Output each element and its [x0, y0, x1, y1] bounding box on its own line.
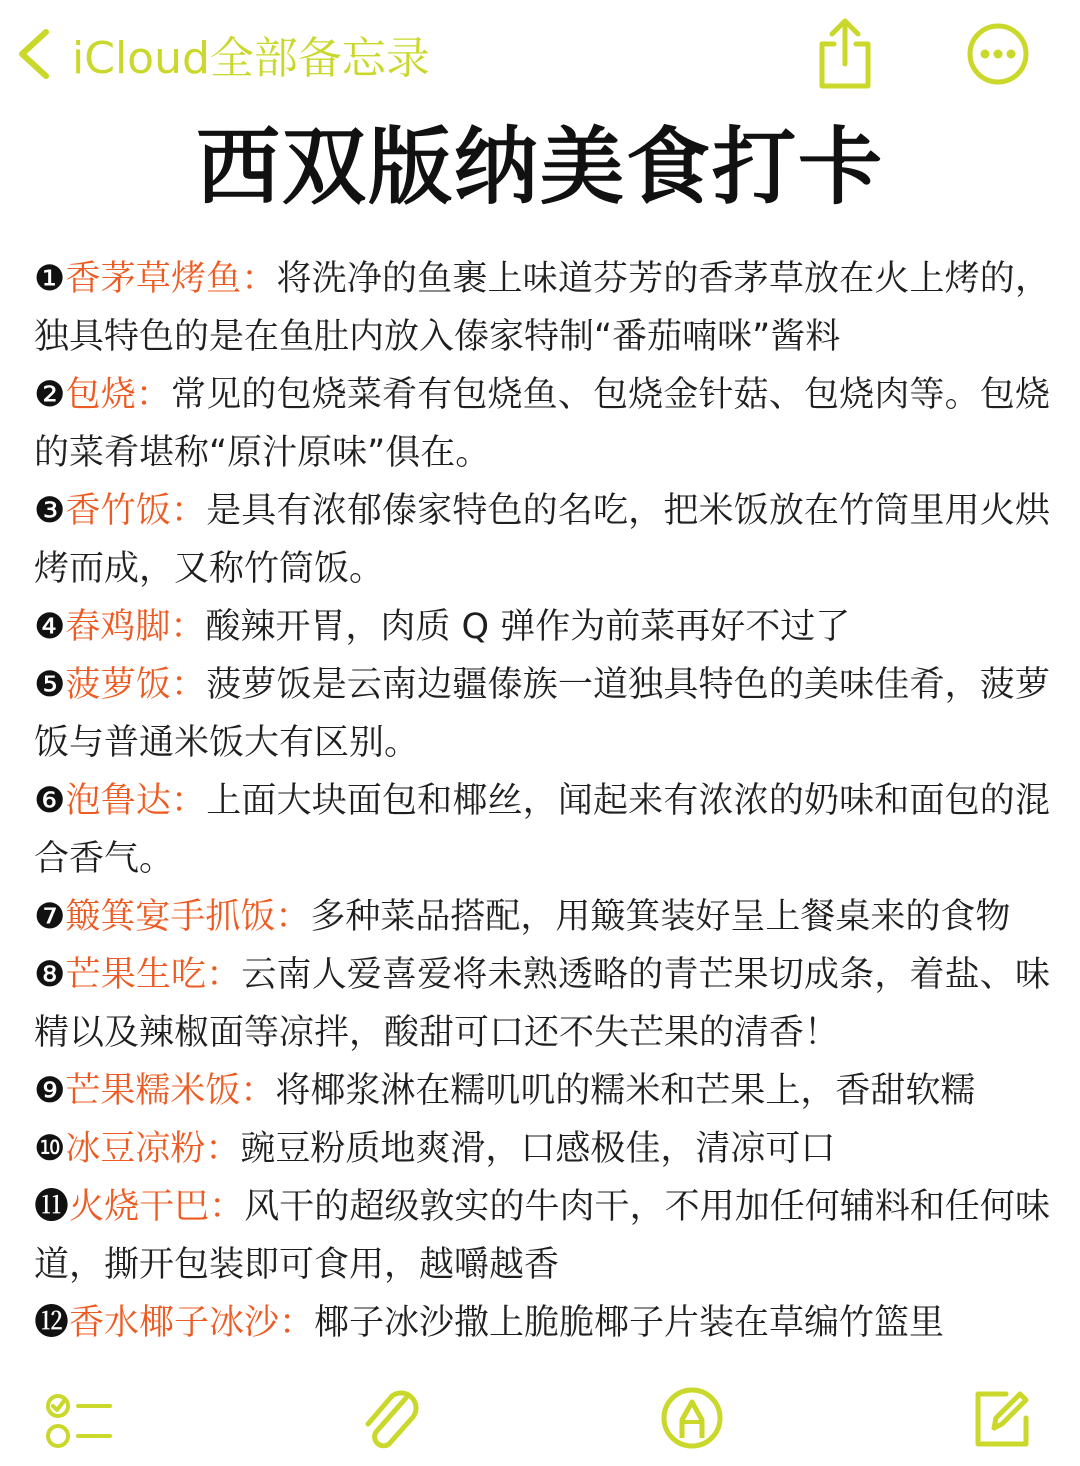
list-item [34, 946, 1050, 1062]
back-button[interactable] [14, 22, 430, 86]
item-description: 是具有浓郁傣家特色的名吃，把米饭放在竹筒里用火烘烤而成，又称竹筒饭。 [34, 491, 1050, 589]
item-description: 云南人爱喜爱将未熟透略的青芒果切成条，着盐、味精以及辣椒面等凉拌，酸甜可口还不失芒果的清香！ [34, 955, 1050, 1053]
list-item [34, 1062, 1050, 1120]
note-body[interactable] [34, 250, 1050, 1352]
more-button[interactable] [966, 22, 1030, 86]
compose-button[interactable] [966, 1384, 1032, 1456]
more-icon [966, 22, 1030, 86]
list-item [34, 598, 1050, 656]
list-item [34, 656, 1050, 772]
item-name: 包烧： [65, 375, 172, 415]
item-number: ❽ [34, 955, 66, 995]
markup-button[interactable] [660, 1384, 724, 1452]
item-name: 冰豆凉粉： [65, 1129, 241, 1169]
item-description: 风干的超级敦实的牛肉干，不用加任何辅料和任何味道，撕开包装即可食用，越嚼越香 [34, 1187, 1050, 1285]
item-number: ❼ [34, 897, 66, 937]
share-button[interactable] [812, 16, 878, 92]
item-number: ❸ [34, 491, 66, 531]
item-name: 泡鲁达： [65, 781, 207, 821]
item-name: 菠萝饭： [65, 665, 207, 705]
checklist-icon [44, 1384, 116, 1456]
item-description: 常见的包烧菜肴有包烧鱼、包烧金针菇、包烧肉等。包烧的菜肴堪称“原汁原味”俱在。 [34, 375, 1050, 473]
item-name: 芒果生吃： [65, 955, 242, 995]
checklist-button[interactable] [44, 1384, 116, 1456]
item-number: ❺ [34, 665, 66, 705]
item-number: ❷ [34, 375, 66, 415]
item-description: 菠萝饭是云南边疆傣族一道独具特色的美味佳肴，菠萝饭与普通米饭大有区别。 [34, 665, 1050, 763]
list-item [34, 888, 1050, 946]
item-number: ❶ [34, 259, 66, 299]
item-name: 香水椰子冰沙： [69, 1303, 315, 1343]
list-item [34, 1120, 1050, 1178]
attachment-button[interactable] [356, 1384, 422, 1460]
item-description: 将椰浆淋在糯叽叽的糯米和芒果上，香甜软糯 [275, 1071, 976, 1111]
list-item [34, 482, 1050, 598]
list-item [34, 772, 1050, 888]
item-name: 香竹饭： [65, 491, 207, 531]
markup-pen-icon [660, 1384, 724, 1452]
item-name: 芒果糯米饭： [65, 1071, 276, 1111]
chevron-left-icon [14, 26, 54, 82]
paperclip-icon [356, 1384, 422, 1460]
back-label: iCloud全部备忘录 [72, 33, 430, 84]
item-number: ⓫ [34, 1187, 70, 1227]
item-name: 舂鸡脚： [65, 607, 206, 647]
note-title: 西双版纳美食打卡 [195, 118, 884, 216]
item-description: 多种菜品搭配，用簸箕装好呈上餐桌来的食物 [310, 897, 1011, 937]
item-number: ❹ [34, 607, 66, 647]
item-description: 豌豆粉质地爽滑，口感极佳，清凉可口 [240, 1129, 836, 1169]
item-description: 将洗净的鱼裹上味道芬芳的香茅草放在火上烤的，独具特色的是在鱼肚内放入傣家特制“番茄喃咪”酱料 [34, 259, 1050, 357]
compose-icon [966, 1384, 1032, 1456]
list-item [34, 1294, 1050, 1352]
navigation-bar [0, 0, 1080, 110]
list-item [34, 1178, 1050, 1294]
list-item [34, 250, 1050, 366]
item-description: 椰子冰沙撒上脆脆椰子片装在草编竹篮里 [314, 1303, 945, 1343]
item-name: 香茅草烤鱼： [65, 259, 277, 299]
item-number: ❾ [34, 1071, 66, 1111]
list-item [34, 366, 1050, 482]
share-icon [812, 16, 878, 92]
item-name: 簸箕宴手抓饭： [65, 897, 311, 937]
item-number: ❿ [34, 1129, 66, 1169]
item-number: ❻ [34, 781, 66, 821]
item-description: 上面大块面包和椰丝，闻起来有浓浓的奶味和面包的混合香气。 [34, 781, 1050, 879]
item-number: ⓬ [34, 1303, 70, 1343]
item-name: 火烧干巴： [69, 1187, 245, 1227]
bottom-toolbar [0, 1380, 1080, 1466]
item-description: 酸辣开胃，肉质 Q 弹作为前菜再好不过了 [205, 607, 851, 647]
